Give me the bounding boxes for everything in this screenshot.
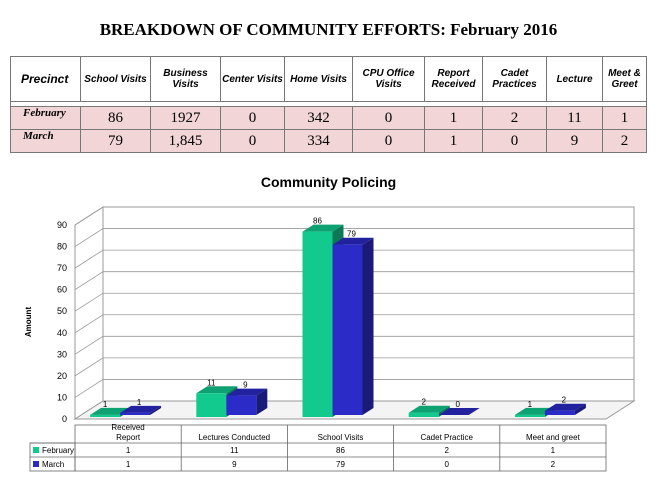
row-label: February xyxy=(11,107,81,130)
column-header: Home Visits xyxy=(285,57,353,102)
column-header: Cadet Practices xyxy=(483,57,547,102)
table-cell: 1 xyxy=(425,130,483,153)
data-table-cell: 11 xyxy=(230,446,239,455)
column-header: Precinct xyxy=(11,57,81,102)
table-cell: 11 xyxy=(547,107,603,130)
x-tick-label: Lectures Conducted xyxy=(198,433,271,442)
data-table-cell: 2 xyxy=(444,446,449,455)
page-title: BREAKDOWN OF COMMUNITY EFFORTS: February 2016 xyxy=(99,20,558,39)
table-cell: 79 xyxy=(81,130,151,153)
bar xyxy=(196,393,226,417)
bar xyxy=(545,411,575,415)
legend-swatch xyxy=(33,447,39,453)
bar xyxy=(515,415,545,417)
data-label: 11 xyxy=(207,378,216,388)
data-label: 1 xyxy=(136,397,142,407)
data-label: 9 xyxy=(243,380,248,390)
table-cell: 334 xyxy=(285,130,353,153)
column-header: School Visits xyxy=(81,57,151,102)
bar xyxy=(226,396,256,415)
x-tick-label: School Visits xyxy=(317,433,364,442)
table-cell: 9 xyxy=(547,130,603,153)
bar xyxy=(90,415,120,417)
table-cell: 0 xyxy=(221,130,285,153)
row-label: March xyxy=(11,130,81,153)
bar xyxy=(333,245,363,415)
table-cell: 2 xyxy=(603,130,647,153)
y-axis-label: Amount xyxy=(24,306,33,338)
stats-table xyxy=(10,56,647,153)
y-tick-label: 90 xyxy=(56,220,67,230)
column-header: Business Visits xyxy=(151,57,221,102)
data-table-cell: 79 xyxy=(336,460,345,469)
y-tick-label: 60 xyxy=(56,284,67,295)
table-cell: 0 xyxy=(483,130,547,153)
table-cell: 1 xyxy=(603,107,647,130)
data-label: 86 xyxy=(313,216,322,226)
data-label: 1 xyxy=(102,399,108,409)
table-cell: 2 xyxy=(483,107,547,130)
table-cell: 1927 xyxy=(151,107,221,130)
column-header: Meet & Greet xyxy=(603,57,647,102)
community-policing-chart xyxy=(0,192,657,488)
table-header-row xyxy=(11,57,647,102)
x-tick-label: Meet and greet xyxy=(525,433,580,442)
data-table-cell: 9 xyxy=(232,460,237,469)
data-label: 0 xyxy=(455,400,460,409)
y-tick-label: 40 xyxy=(56,327,67,338)
legend-entry: February xyxy=(42,446,75,455)
y-tick-label: 80 xyxy=(56,241,67,252)
data-table-cell: 86 xyxy=(336,446,345,455)
table-cell: 0 xyxy=(221,107,285,130)
y-tick-label: 10 xyxy=(56,392,67,403)
y-tick-label: 70 xyxy=(56,263,67,274)
x-tick-label: Report xyxy=(116,433,141,442)
table-cell: 0 xyxy=(353,107,425,130)
x-tick-label: Received xyxy=(111,423,145,432)
chart-title: Community Policing xyxy=(260,174,397,190)
column-header: Lecture xyxy=(547,57,603,102)
y-tick-label: 30 xyxy=(56,349,67,360)
table-row xyxy=(11,130,647,153)
y-tick-label: 50 xyxy=(56,306,67,317)
data-table-cell: 2 xyxy=(550,460,556,469)
data-table-cell: 0 xyxy=(444,460,449,469)
data-label: 2 xyxy=(421,397,426,407)
chart-side-wall xyxy=(75,207,103,419)
legend-entry: March xyxy=(42,460,65,469)
table-cell: 0 xyxy=(353,130,425,153)
table-cell: 342 xyxy=(285,107,353,130)
y-tick-label: 20 xyxy=(56,370,67,381)
legend-swatch xyxy=(33,461,39,467)
table-cell: 86 xyxy=(81,107,151,130)
bar-side xyxy=(363,238,374,415)
table-cell: 1 xyxy=(425,107,483,130)
x-tick-label: Cadet Practice xyxy=(420,433,473,442)
data-label: 1 xyxy=(527,399,533,409)
data-label: 79 xyxy=(347,229,356,239)
column-header: Report Received xyxy=(425,57,483,102)
table-row xyxy=(11,107,647,130)
y-tick-label: 0 xyxy=(61,414,67,424)
column-header: Center Visits xyxy=(221,57,285,102)
data-table-cell: 1 xyxy=(550,446,556,455)
table-cell: 1,845 xyxy=(151,130,221,153)
bar xyxy=(120,413,150,415)
data-table-cell: 1 xyxy=(125,460,131,469)
data-label: 2 xyxy=(561,395,567,405)
bar xyxy=(303,232,333,417)
bar xyxy=(409,413,439,417)
data-table-cell: 1 xyxy=(125,446,131,455)
column-header: CPU Office Visits xyxy=(353,57,425,102)
